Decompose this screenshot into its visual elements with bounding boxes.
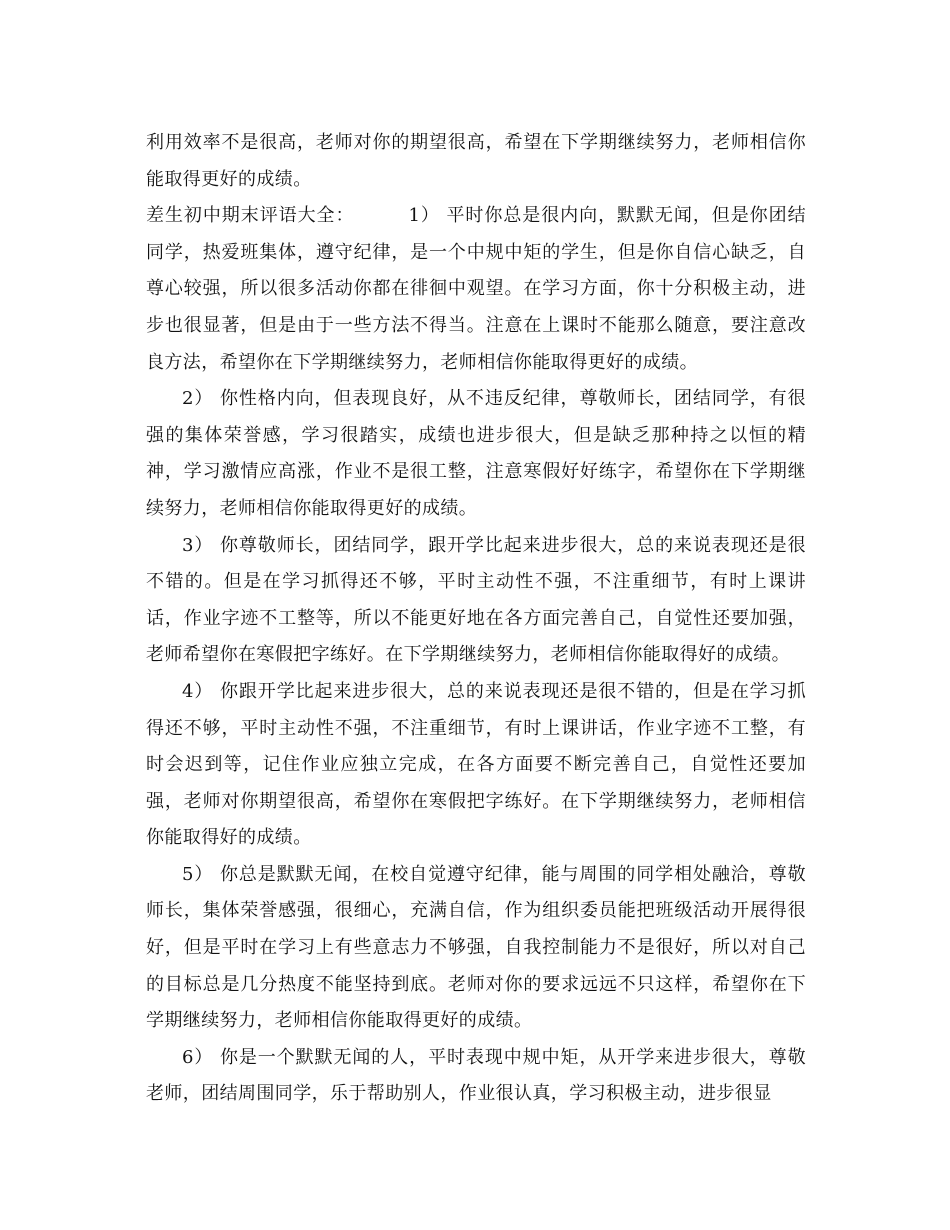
comment-item-3: 3） 你尊敬师长，团结同学，跟开学比起来进步很大，总的来说表现还是很不错的。但是在学习抓得还不够，平时主动性不强，不注重细节，有时上课讲话，作业字迹不工整等，所以不能更好地在各方面完善自己，自觉性还要加强，老师希望你在寒假把字练好。在下学期继续努力，老师相信你能取得好的成绩。 <box>146 534 806 666</box>
comment-item-4: 4） 你跟开学比起来进步很大，总的来说表现还是很不错的，但是在学习抓得还不够，平时主动性不强，不注重细节，有时上课讲话，作业字迹不工整，有时会迟到等，记住作业应独立完成，在各方面要不断完善自己，自觉性还要加强，老师对你期望很高，希望你在寒假把字练好。在下学期继续努力，老师相信你能取得好的成绩。 <box>146 680 806 849</box>
comment-item-1: 1） 平时你总是很内向，默默无闻，但是你团结同学，热爱班集体，遵守纪律，是一个中规中矩的学生，但是你自信心缺乏，自尊心较强，所以很多活动你都在徘徊中观望。在学习方面，你十分积极主动，进步也很显著，但是由于一些方法不得当。注意在上课时不能那么随意，要注意改良方法，希望你在下学期继续努力，老师相信你能取得更好的成绩。 <box>146 205 806 373</box>
intro-paragraph: 利用效率不是很高，老师对你的期望很高，希望在下学期继续努力，老师相信你能取得更好的成绩。 <box>146 132 806 190</box>
comment-item-6: 6） 你是一个默默无闻的人，平时表现中规中矩，从开学来进步很大，尊敬老师，团结周围同学，乐于帮助别人，作业很认真，学习积极主动，进步很显 <box>146 1046 806 1105</box>
document-body <box>146 125 806 1113</box>
section-paragraph <box>146 198 806 381</box>
section-title: 差生初中期末评语大全： <box>146 205 355 227</box>
comment-item-2: 2） 你性格内向，但表现良好，从不违反纪律，尊敬师长，团结同学，有很强的集体荣誉感，学习很踏实，成绩也进步很大，但是缺乏那种持之以恒的精神，学习激情应高涨，作业不是很工整，注意寒假好好练字，希望你在下学期继续努力，老师相信你能取得更好的成绩。 <box>146 388 806 519</box>
comment-item-5: 5） 你总是默默无闻，在校自觉遵守纪律，能与周围的同学相处融洽，尊敬师长，集体荣誉感强，很细心，充满自信，作为组织委员能把班级活动开展得很好，但是平时在学习上有些意志力不够强，自我控制能力不是很好，所以对自己的目标总是几分热度不能坚持到底。老师对你的要求远远不只这样，希望你在下学期继续努力，老师相信你能取得更好的成绩。 <box>146 863 806 1032</box>
